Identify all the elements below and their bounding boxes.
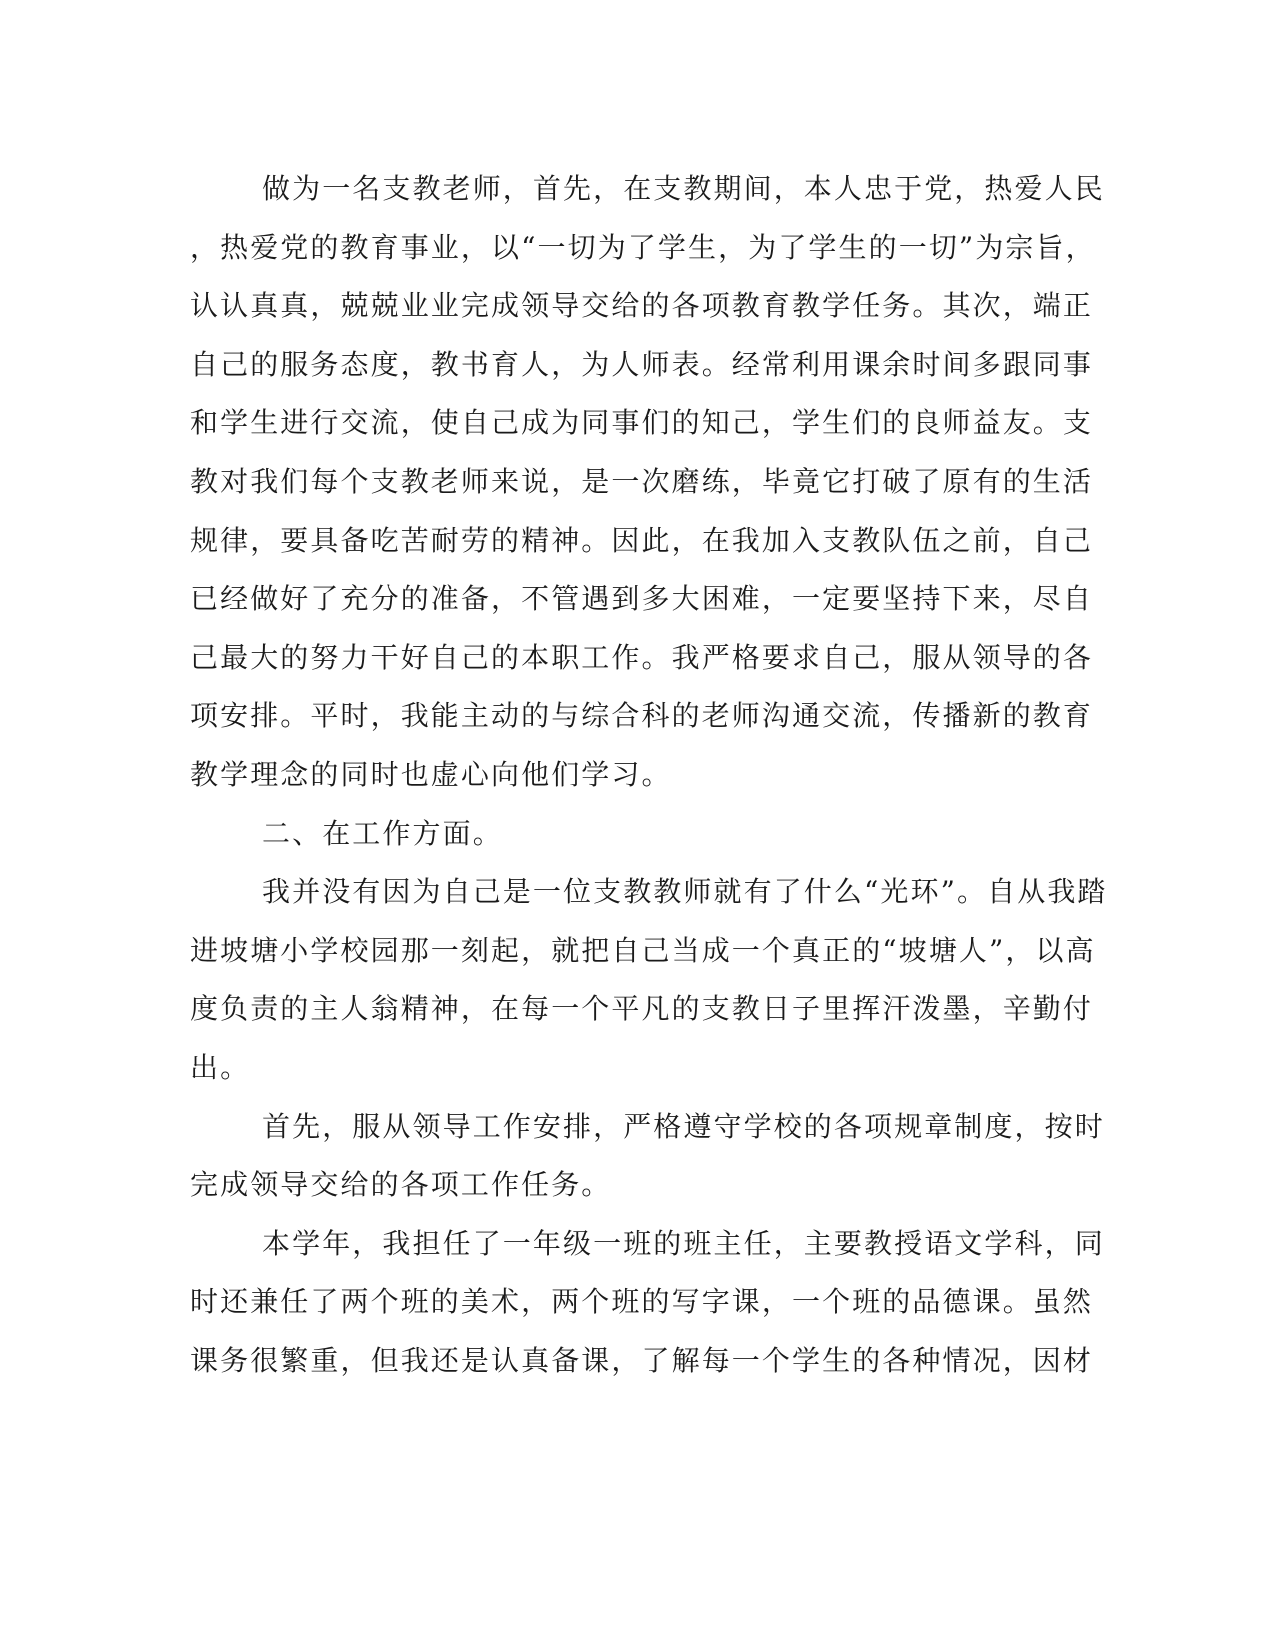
text-line: 二、在工作方面。 [262,816,503,850]
paragraph-5 [190,1215,1105,1391]
section-heading [190,805,1070,864]
text-line: 做为一名支教老师，首先，在支教期间，本人忠于党，热爱人民 [262,172,1105,205]
paragraph-1 [190,160,1105,805]
paragraph-4 [190,1098,1105,1215]
paragraph-3 [190,863,1108,1097]
text-line: 认认真真，兢兢业业完成领导交给的各项教育教学任务。其次，端正 [190,289,1094,323]
document-body [190,160,1108,1390]
text-line: 项安排。平时，我能主动的与综合科的老师沟通交流，传播新的教育 [190,699,1094,733]
text-line: 自己的服务态度，教书育人，为人师表。经常利用课余时间多跟同事 [190,347,1094,381]
text-line: 度负责的主人翁精神，在每一个平凡的支教日子里挥汗泼墨，辛勤付 [190,992,1094,1026]
text-line: 进坡塘小学校园那一刻起，就把自己当成一个真正的“坡塘人”，以高 [190,933,1096,967]
text-line: 教对我们每个支教老师来说，是一次磨练，毕竟它打破了原有的生活 [190,464,1094,498]
text-line: 时还兼任了两个班的美术，两个班的写字课，一个班的品德课。虽然 [190,1285,1094,1319]
text-line: 出。 [190,1050,251,1084]
text-line: 我并没有因为自己是一位支教教师就有了什么“光环”。自从我踏 [262,875,1108,909]
text-line: 完成领导交给的各项工作任务。 [190,1168,612,1202]
text-line: 课务很繁重，但我还是认真备课，了解每一个学生的各种情况，因材 [190,1343,1094,1377]
text-line: 教学理念的同时也虚心向他们学习。 [190,757,672,791]
text-line: 首先，服从领导工作安排，严格遵守学校的各项规章制度，按时 [262,1109,1105,1143]
text-line: 已经做好了充分的准备，不管遇到多大困难，一定要坚持下来，尽自 [190,582,1094,616]
text-line: 己最大的努力干好自己的本职工作。我严格要求自己，服从领导的各 [190,640,1094,674]
text-line: 和学生进行交流，使自己成为同事们的知己，学生们的良师益友。支 [190,406,1094,440]
text-line: ，热爱党的教育事业，以“一切为了学生，为了学生的一切”为宗旨， [190,230,1096,264]
text-line: 本学年，我担任了一年级一班的班主任，主要教授语文学科，同 [262,1226,1105,1260]
text-line: 规律，要具备吃苦耐劳的精神。因此，在我加入支教队伍之前，自己 [190,523,1094,557]
